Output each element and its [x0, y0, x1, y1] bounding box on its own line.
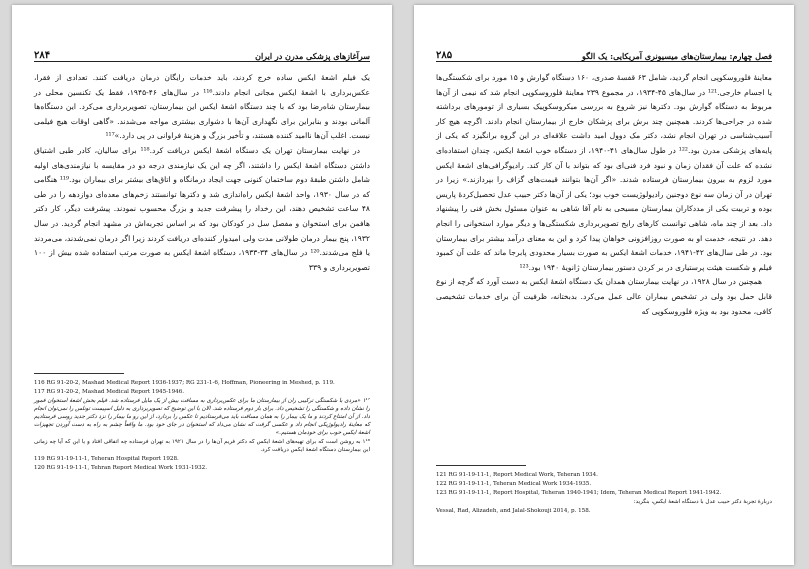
- right-footnote-rule: [436, 465, 526, 466]
- footnote-123: 123 RG 91-19-11-1, Report Hospital, Teheran 1940-1941; Idem, Teheran Medical Report 1941-1942.: [436, 490, 722, 496]
- left-page-header: [34, 45, 370, 62]
- right-footnotes: [436, 471, 772, 516]
- footnote-120: 120 RG 91-19-11-1, Tehran Report Medical Work 1931-1932.: [34, 465, 207, 471]
- right-paragraph-1: معاینهٔ فلوروسکوپی انجام گردید، شامل ۶۳ قفسهٔ صدری، ۱۶۰ دستگاه گوارش و ۱۵ مورد برای شکستگی‌ها یا اجسام خارجی.¹²¹ در سال‌های ۴۵-۱۹۳۴، در مجموع ۲۳۹ معاینهٔ فلوروسکوپی انجام شد که نیمی از آن‌ها مربوط به دستگاه گوارش بود. دکترها نیز شروع به بررسی میکروسکوپیک بسیاری از تومورهای برداشته شده در جراحی‌ها کردند. همچنین چند برش برای پزشکان خارج از بیمارستان انجام دادند. اگرچه هیچ کار آسیب‌شناسی در تهران انجام نشد، دکتر مک دوول امید داشت علاقه‌ای در این گروه برانگیزد که یکی از پایه‌های پزشکی مدرن بود.¹²² در طول سال‌های ۴۱-۱۹۴۰، از دستگاه خوب اشعهٔ ایکس، چندان استفاده‌ای نشده که علت آن فقدان زمان و نبود فرد فنی‌ای بود که بتواند با آن کار کند. رادیوگرافی‌های اشعهٔ ایکس مورد لزوم به بیرون بیمارستان فرستاده شدند. «اگر آن‌ها بتوانند قیمت‌های گزاف را بپردازند.» زیرا در تهران در آن زمان سه نوع دوجنین رادیولوژیست خوب بود؛ یکی از آن‌ها دکتر حبیب عدل تحصیل‌کردهٔ پاریس بوده و تربیت یکی از مددکاران بیمارستان مسیحی به نام آقا شاهی به عنوان مسئول بخش فنی را پیشنهاد داد. بعد از چند ماه، شاهی توانست کارهای رایج تصویربرداری شکستگی‌ها و دیگر موارد استخوانی را انجام دهد. در نتیجه، خدمت او به صورت روزافزونی خواهان پیدا کرد و این به معنای درآمد بیشتر برای بیمارستان بود. در طی سال‌های ۴۲-۱۹۴۱، خدمات اشعهٔ ایکس به صورت بسیار محدودی پابرجا ماند که علت آن کمبود فیلم و شکست هیئت پرستیاری در بر کردن دستور بیمارستان ژانویهٔ ۱۹۴۰ بود.¹²³: [436, 73, 772, 272]
- footnote-119: 119 RG 91-19-11-1, Teheran Hospital Report 1928.: [34, 456, 179, 462]
- left-page: [12, 5, 392, 565]
- left-page-number: ۲۸۴: [34, 50, 51, 61]
- right-paragraph-2: همچنین در سال ۱۹۲۸، در نهایت بیمارستان همدان یک دستگاه اشعهٔ ایکس به دست آورد که گرچه از نوع قابل حمل بود ولی در تشخیص بیماران عالی عمل می‌کرد. بدبختانه، ظرفیت آن برای خدمات تشخیصی کافی، محدود بود به ویژه فلوروسکوپی که: [436, 277, 772, 316]
- footnote-116: 116 RG 91-20-2, Mashad Medical Report 1936-1937; RG 231-1-6, Hoffman, Pioneering in Meshed, p. 119.: [34, 380, 335, 386]
- left-paragraph-1: یک فیلم اشعهٔ ایکس ساده خرج کردند، باید خدمات رایگان درمان دریافت کنند. تعدادی از فقرا، عکس‌برداری با اشعهٔ ایکس مجانی انجام دادند.¹¹⁶ در سال‌های ۴۶-۱۹۴۵، فقط یک تکنسین محلی در بیمارستان شاه‌رضا بود که با چند دستگاه اشعهٔ ایکس این بیمارستان، تصویربرداری می‌کرد. این دستگاه‌ها آلمانی بودند و بنابراین برای نگهداری آن‌ها با دشواری بیشتری مواجه می‌شدند. «گاهی اوقات هیچ فیلمی نیست. اغلب آن‌ها ناامید کننده هستند، و تأخیر بزرگ و هزینهٔ فراوانی در پی دارد.»¹¹⁷: [34, 73, 371, 141]
- right-running-title: فصل چهارم: بیمارستان‌های میسیونری آمریکایی: یک الگو: [581, 51, 772, 61]
- footnote-123-note: دربارهٔ تجربهٔ دکتر حبیب عدل با دستگاه اشعهٔ ایکس، بنگرید:: [633, 499, 772, 505]
- footnote-117-translation: ۱¹⁷ «مردی با شکستگی ترکیبی ران از بیمارستان ما برای عکس‌برداری به مسافت بیش از یک مایل فرستاده شد. فیلم بخش اشعهٔ استخوان فمور را نشان داده و شکستگی را تشخیص داد. برای بار دوم فرستاده شد. الان با این توضیح که تصویربرداری به دلیل اسپیست تونلس را نمی‌توان انجام داد. از آن امتناع کردند و ما یک بیمار را به همان مسافت باید می‌فرستادیم تا عکس را بردارد، از این رو ما بیمار را نزد دکتر جدید روسی فرستادیم که معاینهٔ رادیولوژیکی انجام داد و عکسی گرفت که نشان می‌داد که استخوان در جای خود بود. ما واقعاً چشم به راه به دست آوردن تجهیزات اشعهٔ ایکس خوب برای خودمان هستیم.»: [34, 398, 370, 436]
- left-footnote-rule: [34, 373, 124, 374]
- right-page-body: [436, 71, 772, 319]
- footnote-118: ۱¹⁸ به روشن است که برای تهیه‌های اشعهٔ ایکس که دکتر فریم آن‌ها را در سال ۱۹۲۱ به تهران فرستاده چه اتفاقی افتاد و یا این که آیا چه زمانی این بیمارستان دستگاه اشعهٔ ایکس دریافت کرد.: [34, 439, 370, 453]
- footnote-117: 117 RG 91-20-2, Mashad Medical Report 1945-1946.: [34, 389, 185, 395]
- left-page-body: [34, 71, 370, 275]
- right-page-number: ۲۸۵: [436, 50, 453, 61]
- footnote-122: 122 RG 91-19-11-1, Teheran Medical Work 1934-1935.: [436, 481, 592, 487]
- left-paragraph-2: در نهایت بیمارستان تهران یک دستگاه اشعهٔ ایکس دریافت کرد.¹¹⁸ برای سالیان، کادر طبی اشتیاق داشتن دستگاه اشعهٔ ایکس را داشتند، اگر چه این یک نیازمندی درجه دو در مقایسه با نیازمندی‌های اولیه شامل داشتن طبقهٔ دوم ساختمان کنونی جهت ایجاد درمانگاه و اتاق‌های بیشتر برای بیماران بود.¹¹⁹ هنگامی که در سال ۱۹۳۰، واحد اشعهٔ ایکس راه‌اندازی شد و دکترها توانستند زخم‌های معده‌ای دوازدهه را در طی ۴۸ ساعت تشخیص دهند، این رخداد را پیشرفت جدید و بزرگ محسوب نمودند. پیشرفت دیگر، کار دکتر هافمن برای استخوان و مفصل سل در کودکان بود که بر اساس تجربه‌اش در مشهد انجام گردید. در سال ۱۹۳۲، پنج بیمار درمان طولانی مدت ولی امیدوار کننده‌ای دریافت کردند زیرا اگر درمان نمی‌شدند، می‌مردند یا فلج می‌شدند.¹²⁰ در سال‌های ۳۴-۱۹۳۳، دستگاه اشعهٔ ایکس به صورت مرتب استفاده شده بیش از ۱۰۰ تصویربرداری و ۳۳۹: [34, 145, 371, 272]
- right-page: [414, 5, 794, 565]
- footnote-121: 121 RG 91-19-11-1, Report Medical Work, Teheran 1934.: [436, 472, 598, 478]
- footnote-123-citation: Vessal, Rad, Alizadeh, and Jalal-Shokouji 2014, p. 158.: [436, 508, 591, 514]
- left-footnotes: [34, 379, 370, 473]
- right-page-header: [436, 45, 772, 62]
- left-running-title: سرآغازهای پزشکی مدرن در ایران: [255, 51, 370, 61]
